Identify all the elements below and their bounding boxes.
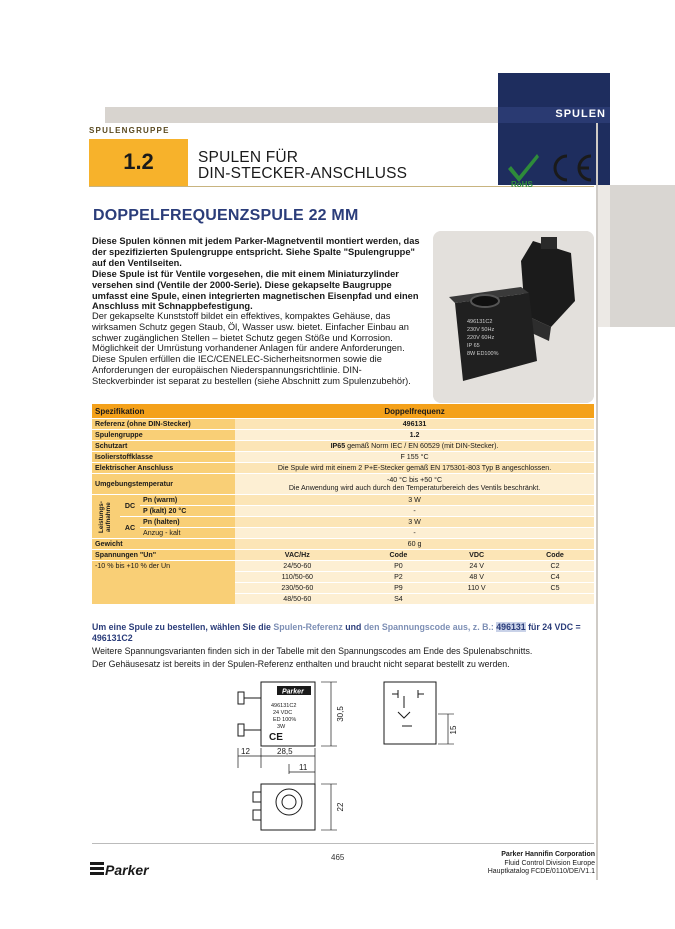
group-label: SPULENGRUPPE bbox=[89, 126, 170, 135]
row-label: Spulengruppe bbox=[92, 430, 235, 441]
right-margin-line bbox=[596, 123, 598, 880]
row-label: Gewicht bbox=[92, 539, 235, 550]
order-note-variants: Weitere Spannungsvarianten finden sich in der Tabelle mit den Spannungscodes am Ende des Spulenabschnitts. bbox=[92, 646, 533, 656]
table-row bbox=[92, 495, 594, 506]
drawing-side-view bbox=[378, 678, 460, 758]
row-value: 1.2 bbox=[235, 430, 594, 441]
product-title: DOPPELFREQUENZSPULE 22 MM bbox=[93, 207, 359, 224]
voltage-header: VDC bbox=[437, 550, 516, 561]
row-value: 496131 bbox=[235, 419, 594, 430]
table-row bbox=[92, 561, 594, 572]
cell: C4 bbox=[516, 572, 594, 583]
company-info bbox=[440, 851, 595, 877]
svg-text:496131C2: 496131C2 bbox=[271, 703, 297, 709]
page-number: 465 bbox=[331, 853, 345, 862]
cell: P9 bbox=[360, 583, 438, 594]
page-title-line1: SPULEN FÜR bbox=[198, 149, 299, 166]
cell: C2 bbox=[516, 561, 594, 572]
order-note-housing: Der Gehäusesatz ist bereits in der Spulen-Referenz enthalten und braucht nicht separat bestellt zu werden. bbox=[92, 659, 510, 669]
page-title bbox=[198, 150, 407, 182]
ac-label: AC bbox=[120, 517, 140, 539]
cell bbox=[516, 594, 594, 605]
company-name: Parker Hannifin Corporation bbox=[501, 851, 595, 858]
cell: P2 bbox=[360, 572, 438, 583]
table-row bbox=[92, 419, 594, 430]
table-row bbox=[92, 441, 594, 452]
svg-text:496131C2: 496131C2 bbox=[467, 319, 493, 325]
row-value: IP65 gemäß Norm IEC / EN 60529 (mit DIN-Stecker). bbox=[235, 441, 594, 452]
cell bbox=[437, 594, 516, 605]
row-value: - bbox=[235, 506, 594, 517]
cell: S4 bbox=[360, 594, 438, 605]
table-row bbox=[92, 463, 594, 474]
row-value: - bbox=[235, 528, 594, 539]
svg-text:28,5: 28,5 bbox=[277, 747, 293, 756]
svg-text:22: 22 bbox=[336, 802, 345, 812]
ce-mark-icon bbox=[547, 150, 595, 186]
svg-text:8W ED100%: 8W ED100% bbox=[467, 351, 499, 357]
spec-header-label: Spezifikation bbox=[92, 404, 235, 419]
voltage-header: Code bbox=[360, 550, 438, 561]
side-band bbox=[600, 185, 675, 327]
dc-label: DC bbox=[120, 495, 140, 517]
row-label: Isolierstoffklasse bbox=[92, 452, 235, 463]
svg-text:220V 60Hz: 220V 60Hz bbox=[467, 335, 495, 341]
svg-text:15: 15 bbox=[449, 725, 458, 735]
row-label: Schutzart bbox=[92, 441, 235, 452]
cell: 24 V bbox=[437, 561, 516, 572]
section-tab-label: SPULEN bbox=[555, 108, 606, 120]
cell: 230/50-60 bbox=[235, 583, 359, 594]
product-photo bbox=[433, 231, 594, 403]
intro-paragraph-2: Diese Spule ist für Ventile vorgesehen, die mit einem Miniaturzylinder versehen sind (Ventile der 2000-Serie). Diese gekapselte Baugruppe umfasst eine Spule, einen integrierten magnetischen Eisenpfad und einen Anschluss mit Schnappbefestigung. bbox=[92, 269, 419, 312]
row-value: F 155 °C bbox=[235, 452, 594, 463]
row-label: Referenz (ohne DIN-Stecker) bbox=[92, 419, 235, 430]
row-value: Die Spule wird mit einem 2 P+E-Stecker gemäß EN 175301-803 Typ B angeschlossen. bbox=[235, 463, 594, 474]
cell: 48 V bbox=[437, 572, 516, 583]
spec-header-value: Doppelfrequenz bbox=[235, 404, 594, 419]
drawing-bottom-view bbox=[225, 744, 355, 844]
header-bar bbox=[105, 107, 498, 123]
voltage-header: Code bbox=[516, 550, 594, 561]
power-label: Leistungs-aufnahme bbox=[92, 495, 120, 539]
cell: 110 V bbox=[437, 583, 516, 594]
svg-text:24 VDC: 24 VDC bbox=[273, 710, 293, 716]
row-value: 3 W bbox=[235, 517, 594, 528]
row-value: -40 °C bis +50 °C Die Anwendung wird auch durch den Temperaturbereich des Ventils beschränkt. bbox=[235, 474, 594, 495]
page-title-line2: DIN-STECKER-ANSCHLUSS bbox=[198, 165, 408, 182]
row-value: 60 g bbox=[235, 539, 594, 550]
group-number: 1.2 bbox=[123, 149, 154, 174]
row-label: P (kalt) 20 °C bbox=[140, 506, 235, 517]
cell: C5 bbox=[516, 583, 594, 594]
table-row bbox=[92, 550, 594, 561]
table-row bbox=[92, 517, 594, 528]
company-division: Fluid Control Division Europe bbox=[504, 859, 595, 867]
svg-text:CE: CE bbox=[269, 732, 283, 743]
svg-text:3W: 3W bbox=[277, 724, 286, 730]
cell: P0 bbox=[360, 561, 438, 572]
row-label: Pn (halten) bbox=[140, 517, 235, 528]
tolerance-label: -10 % bis +10 % der Un bbox=[92, 561, 235, 605]
row-label: Spannungen "Un" bbox=[92, 550, 235, 561]
svg-text:11: 11 bbox=[299, 763, 308, 772]
svg-text:230V 50Hz: 230V 50Hz bbox=[467, 327, 495, 333]
svg-text:12: 12 bbox=[241, 747, 250, 756]
cell: 48/50-60 bbox=[235, 594, 359, 605]
order-instruction: Um eine Spule zu bestellen, wählen Sie die Spulen-Referenz und den Spannungscode aus, z. B.: 496131 für 24 VDC = 496131C2 bbox=[92, 622, 581, 643]
svg-text:Parker: Parker bbox=[105, 862, 149, 878]
spec-table bbox=[92, 404, 594, 605]
row-label: Pn (warm) bbox=[140, 495, 235, 506]
table-row bbox=[92, 430, 594, 441]
rohs-icon bbox=[505, 150, 545, 188]
intro-paragraph-3: Der gekapselte Kunststoff bildet ein effektives, kompaktes Gehäuse, das wirksamen Schutz gegen Staub, Öl, Wasser usw. bietet. Einfacher Einbau an schwer zugänglichen Stellen – bietet Schutz gegen Stöße und Korrosion. Möglichkeit der Umrüstung vorhandener Anlagen für andere Anforderungen. Diese Spulen erfüllen die IEC/CENELEC-Sicherheitsnormen sowie die Anforderungen der europäischen Niederspannungsrichtlinie. DIN-Steckverbinder ist separat zu bestellen (siehe Abschnitt zum Spulenzubehör). bbox=[92, 311, 411, 386]
table-row bbox=[92, 452, 594, 463]
catalog-ref: Hauptkatalog FCDE/0110/DE/V1.1 bbox=[487, 868, 595, 876]
side-band-inner bbox=[598, 185, 610, 327]
table-row bbox=[92, 474, 594, 495]
spec-header-row bbox=[92, 404, 594, 419]
row-label: Elektrischer Anschluss bbox=[92, 463, 235, 474]
svg-text:ED 100%: ED 100% bbox=[273, 717, 297, 723]
table-row bbox=[92, 506, 594, 517]
svg-text:30,5: 30,5 bbox=[336, 706, 345, 722]
rohs-text: RoHS bbox=[511, 180, 533, 188]
table-row bbox=[92, 539, 594, 550]
row-label: Anzug - kalt bbox=[140, 528, 235, 539]
row-label: Umgebungstemperatur bbox=[92, 474, 235, 495]
voltage-header: VAC/Hz bbox=[235, 550, 359, 561]
cell: 110/50-60 bbox=[235, 572, 359, 583]
parker-logo bbox=[90, 860, 160, 878]
row-value: 3 W bbox=[235, 495, 594, 506]
intro-paragraph-1: Diese Spulen können mit jedem Parker-Magnetventil montiert werden, das der spezifizierten Spulengruppe entspricht. Siehe Spalte "Spulengruppe" auf den Ventilseiten. bbox=[92, 236, 420, 268]
table-row bbox=[92, 528, 594, 539]
footer-rule bbox=[92, 843, 594, 844]
svg-text:Parker: Parker bbox=[282, 688, 304, 696]
svg-text:IP 65: IP 65 bbox=[467, 343, 480, 349]
cell: 24/50-60 bbox=[235, 561, 359, 572]
